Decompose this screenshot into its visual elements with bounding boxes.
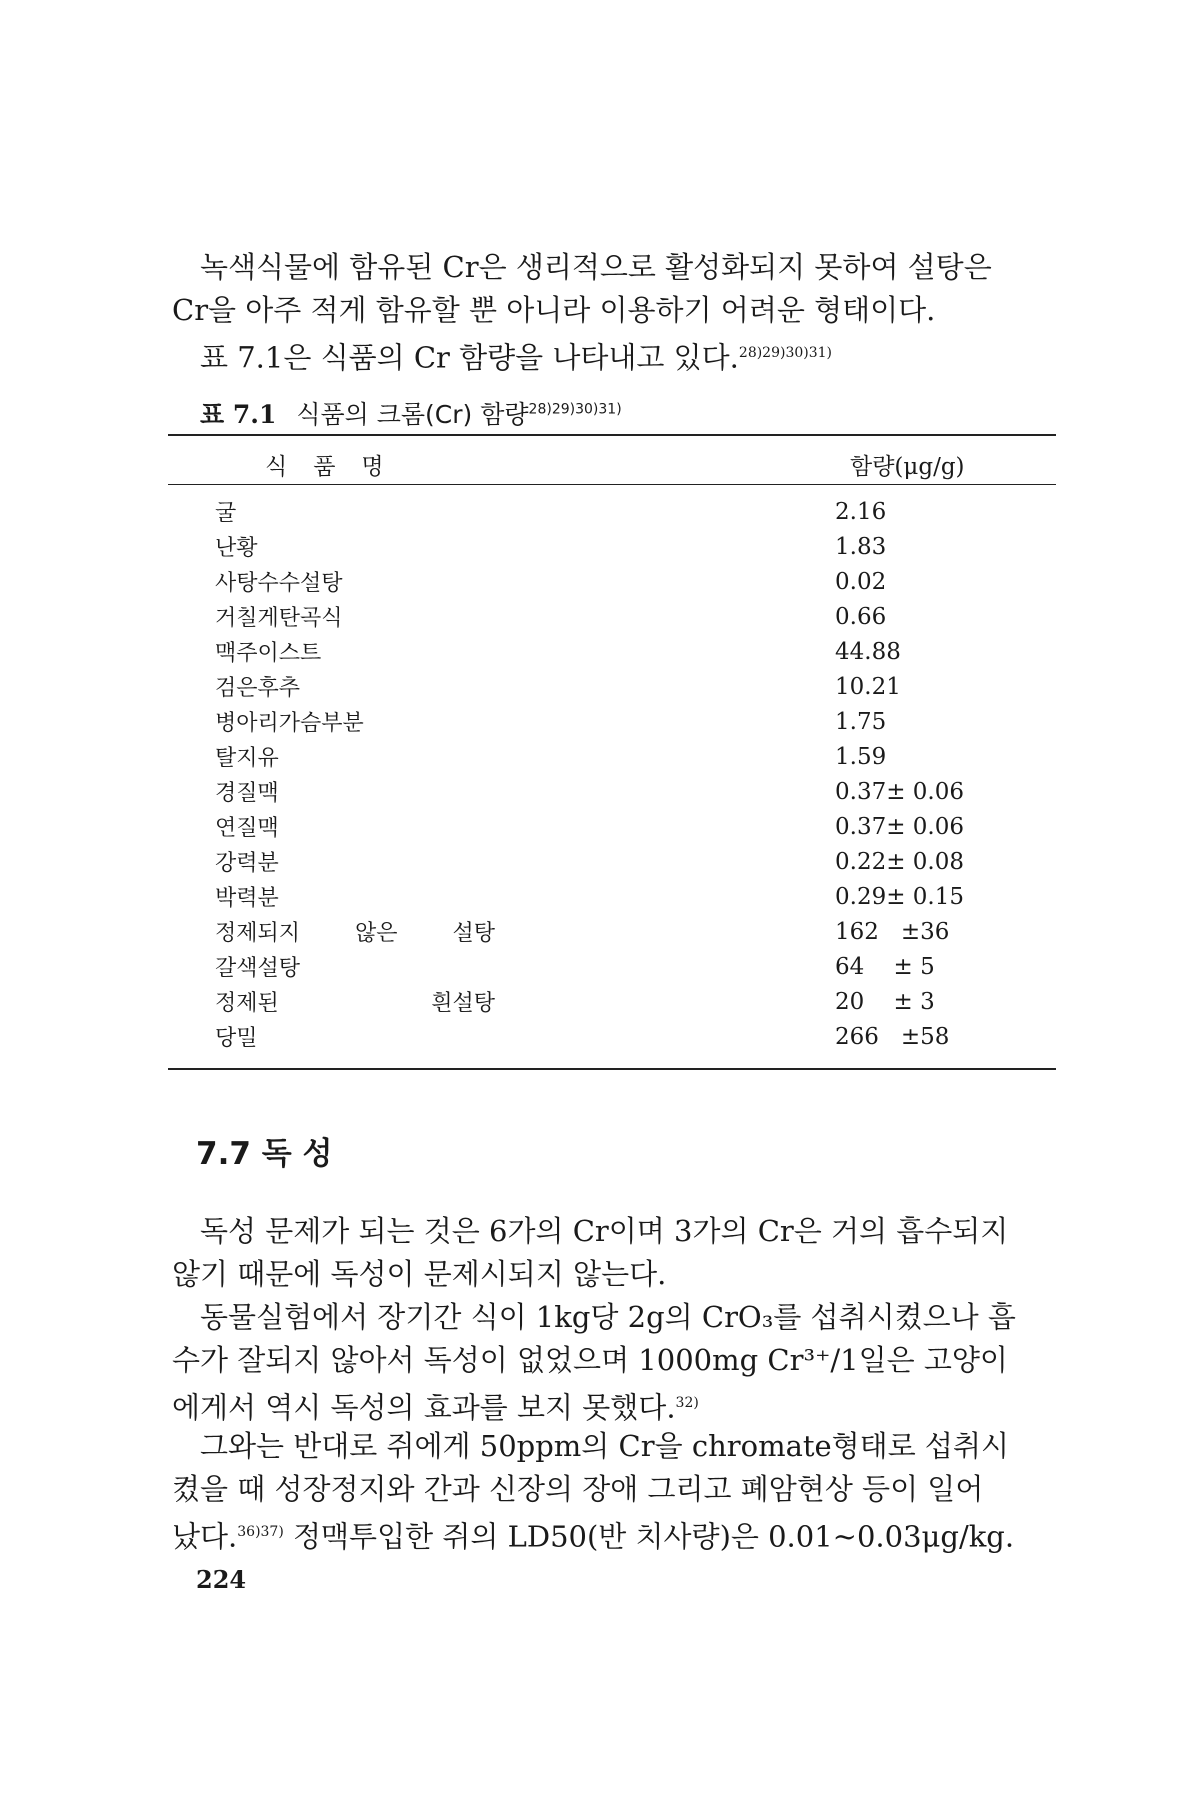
food-name-cell: 병아리가슴부분 [215, 711, 364, 736]
table-number: 표 7.1 [200, 400, 277, 429]
food-name-cell: 맥주이스트 [215, 641, 322, 666]
table-row [215, 844, 1015, 879]
text-segment: 정맥투입한 쥐의 LD50(반 치사량)은 0.01~0.03μg/kg. [283, 1519, 1015, 1554]
content-value-cell: 0.22± 0.08 [835, 848, 965, 875]
toxicity-paragraph-3 [172, 1425, 1052, 1559]
spacer-cell [495, 529, 835, 564]
column-header-food: 식품명 [265, 454, 410, 480]
text-line: Cr을 아주 적게 함유할 뿐 아니라 이용하기 어려운 형태이다. [172, 293, 936, 327]
table-caption-text: 식품의 크롬(Cr) 함량 [296, 400, 529, 429]
spacer-cell [495, 844, 835, 879]
chromium-content-table [215, 494, 1015, 1054]
table-bottom-rule [168, 1068, 1056, 1070]
spacer-cell [495, 704, 835, 739]
spacer-cell [495, 599, 835, 634]
spacer-cell [495, 494, 835, 529]
text-line: 녹색식물에 함유된 Cr은 생리적으로 활성화되지 못하여 설탕은 [200, 250, 992, 284]
content-value-cell: 64 ± 5 [835, 953, 935, 980]
food-name-cell: 정제되지 않은 설탕 [215, 921, 495, 946]
table-row [215, 914, 1015, 949]
spacer-cell [495, 774, 835, 809]
table-row [215, 949, 1015, 984]
text-line: 켰을 때 성장정지와 간과 신장의 장애 그리고 폐암현상 등이 일어 [172, 1472, 984, 1506]
table-row [215, 494, 1015, 529]
spacer-cell [495, 949, 835, 984]
text-line: 독성 문제가 되는 것은 6가의 Cr이며 3가의 Cr은 거의 흡수되지 [200, 1214, 1009, 1248]
table-row [215, 774, 1015, 809]
text-segment: 에게서 역시 독성의 효과를 보지 못했다. [172, 1390, 676, 1425]
text-segment: 표 7.1은 식품의 Cr 함량을 나타내고 있다. [200, 340, 739, 375]
reference-mark: 32) [675, 1395, 699, 1411]
toxicity-paragraph-2 [172, 1296, 1052, 1430]
table-row [215, 879, 1015, 914]
text-line: 않기 때문에 독성이 문제시되지 않는다. [172, 1257, 667, 1291]
toxicity-paragraph-1 [172, 1210, 1052, 1296]
table-row [215, 529, 1015, 564]
food-name-cell: 경질맥 [215, 781, 279, 806]
content-value-cell: 0.29± 0.15 [835, 883, 965, 910]
spacer-cell [495, 1019, 835, 1054]
content-value-cell: 0.02 [835, 568, 887, 595]
reference-mark: 36)37) [237, 1524, 284, 1540]
intro-paragraph [172, 246, 1052, 380]
table-row [215, 739, 1015, 774]
spacer-cell [495, 809, 835, 844]
spacer-cell [495, 669, 835, 704]
content-value-cell: 10.21 [835, 673, 901, 700]
content-value-cell: 162 ±36 [835, 918, 950, 945]
reference-mark: 28)29)30)31) [528, 401, 622, 418]
content-value-cell: 1.59 [835, 743, 887, 770]
food-name-cell: 당밀 [215, 1026, 258, 1051]
table-header-rule [168, 484, 1056, 485]
text-line: 동물실험에서 장기간 식이 1kg당 2g의 CrO₃를 섭취시켰으나 흡 [200, 1300, 1016, 1334]
food-name-cell: 거칠게탄곡식 [215, 606, 343, 631]
page-number: 224 [196, 1565, 247, 1594]
spacer-cell [495, 914, 835, 949]
table-row [215, 634, 1015, 669]
spacer-cell [495, 634, 835, 669]
table-row [215, 564, 1015, 599]
food-name-cell: 정제된 흰설탕 [215, 991, 495, 1016]
text-line [172, 1511, 1052, 1559]
content-value-cell: 266 ±58 [835, 1023, 950, 1050]
section-heading: 7.7 독 성 [196, 1136, 333, 1172]
text-line: 수가 잘되지 않아서 독성이 없었으며 1000mg Cr³⁺/1일은 고양이 [172, 1343, 1008, 1377]
food-name-cell: 박력분 [215, 886, 279, 911]
food-name-cell: 탈지유 [215, 746, 279, 771]
table-row [215, 669, 1015, 704]
content-value-cell: 1.75 [835, 708, 887, 735]
text-line: 그와는 반대로 쥐에게 50ppm의 Cr을 chromate형태로 섭취시 [200, 1429, 1009, 1463]
food-name-cell: 사탕수수설탕 [215, 571, 343, 596]
spacer-cell [495, 879, 835, 914]
table-row [215, 704, 1015, 739]
content-value-cell: 0.37± 0.06 [835, 813, 965, 840]
table-row [215, 1019, 1015, 1054]
table-row [215, 599, 1015, 634]
table-row [215, 809, 1015, 844]
food-name-cell: 갈색설탕 [215, 956, 301, 981]
spacer-cell [495, 984, 835, 1019]
food-name-cell: 난황 [215, 536, 258, 561]
text-line [172, 1382, 1052, 1430]
text-segment: 났다. [172, 1519, 238, 1554]
text-line [172, 332, 1052, 380]
food-name-cell: 연질맥 [215, 816, 279, 841]
table-caption [200, 395, 622, 431]
content-value-cell: 1.83 [835, 533, 887, 560]
food-name-cell: 검은후추 [215, 676, 301, 701]
food-name-cell: 굴 [215, 501, 237, 526]
food-name-cell: 강력분 [215, 851, 279, 876]
content-value-cell: 0.37± 0.06 [835, 778, 965, 805]
table-row [215, 984, 1015, 1019]
content-value-cell: 2.16 [835, 498, 887, 525]
spacer-cell [495, 564, 835, 599]
table-top-rule [168, 434, 1056, 436]
content-value-cell: 44.88 [835, 638, 901, 665]
spacer-cell [495, 739, 835, 774]
content-value-cell: 0.66 [835, 603, 887, 630]
reference-mark: 28)29)30)31) [738, 345, 833, 361]
content-value-cell: 20 ± 3 [835, 988, 935, 1015]
column-header-content: 함량(μg/g) [850, 454, 965, 480]
